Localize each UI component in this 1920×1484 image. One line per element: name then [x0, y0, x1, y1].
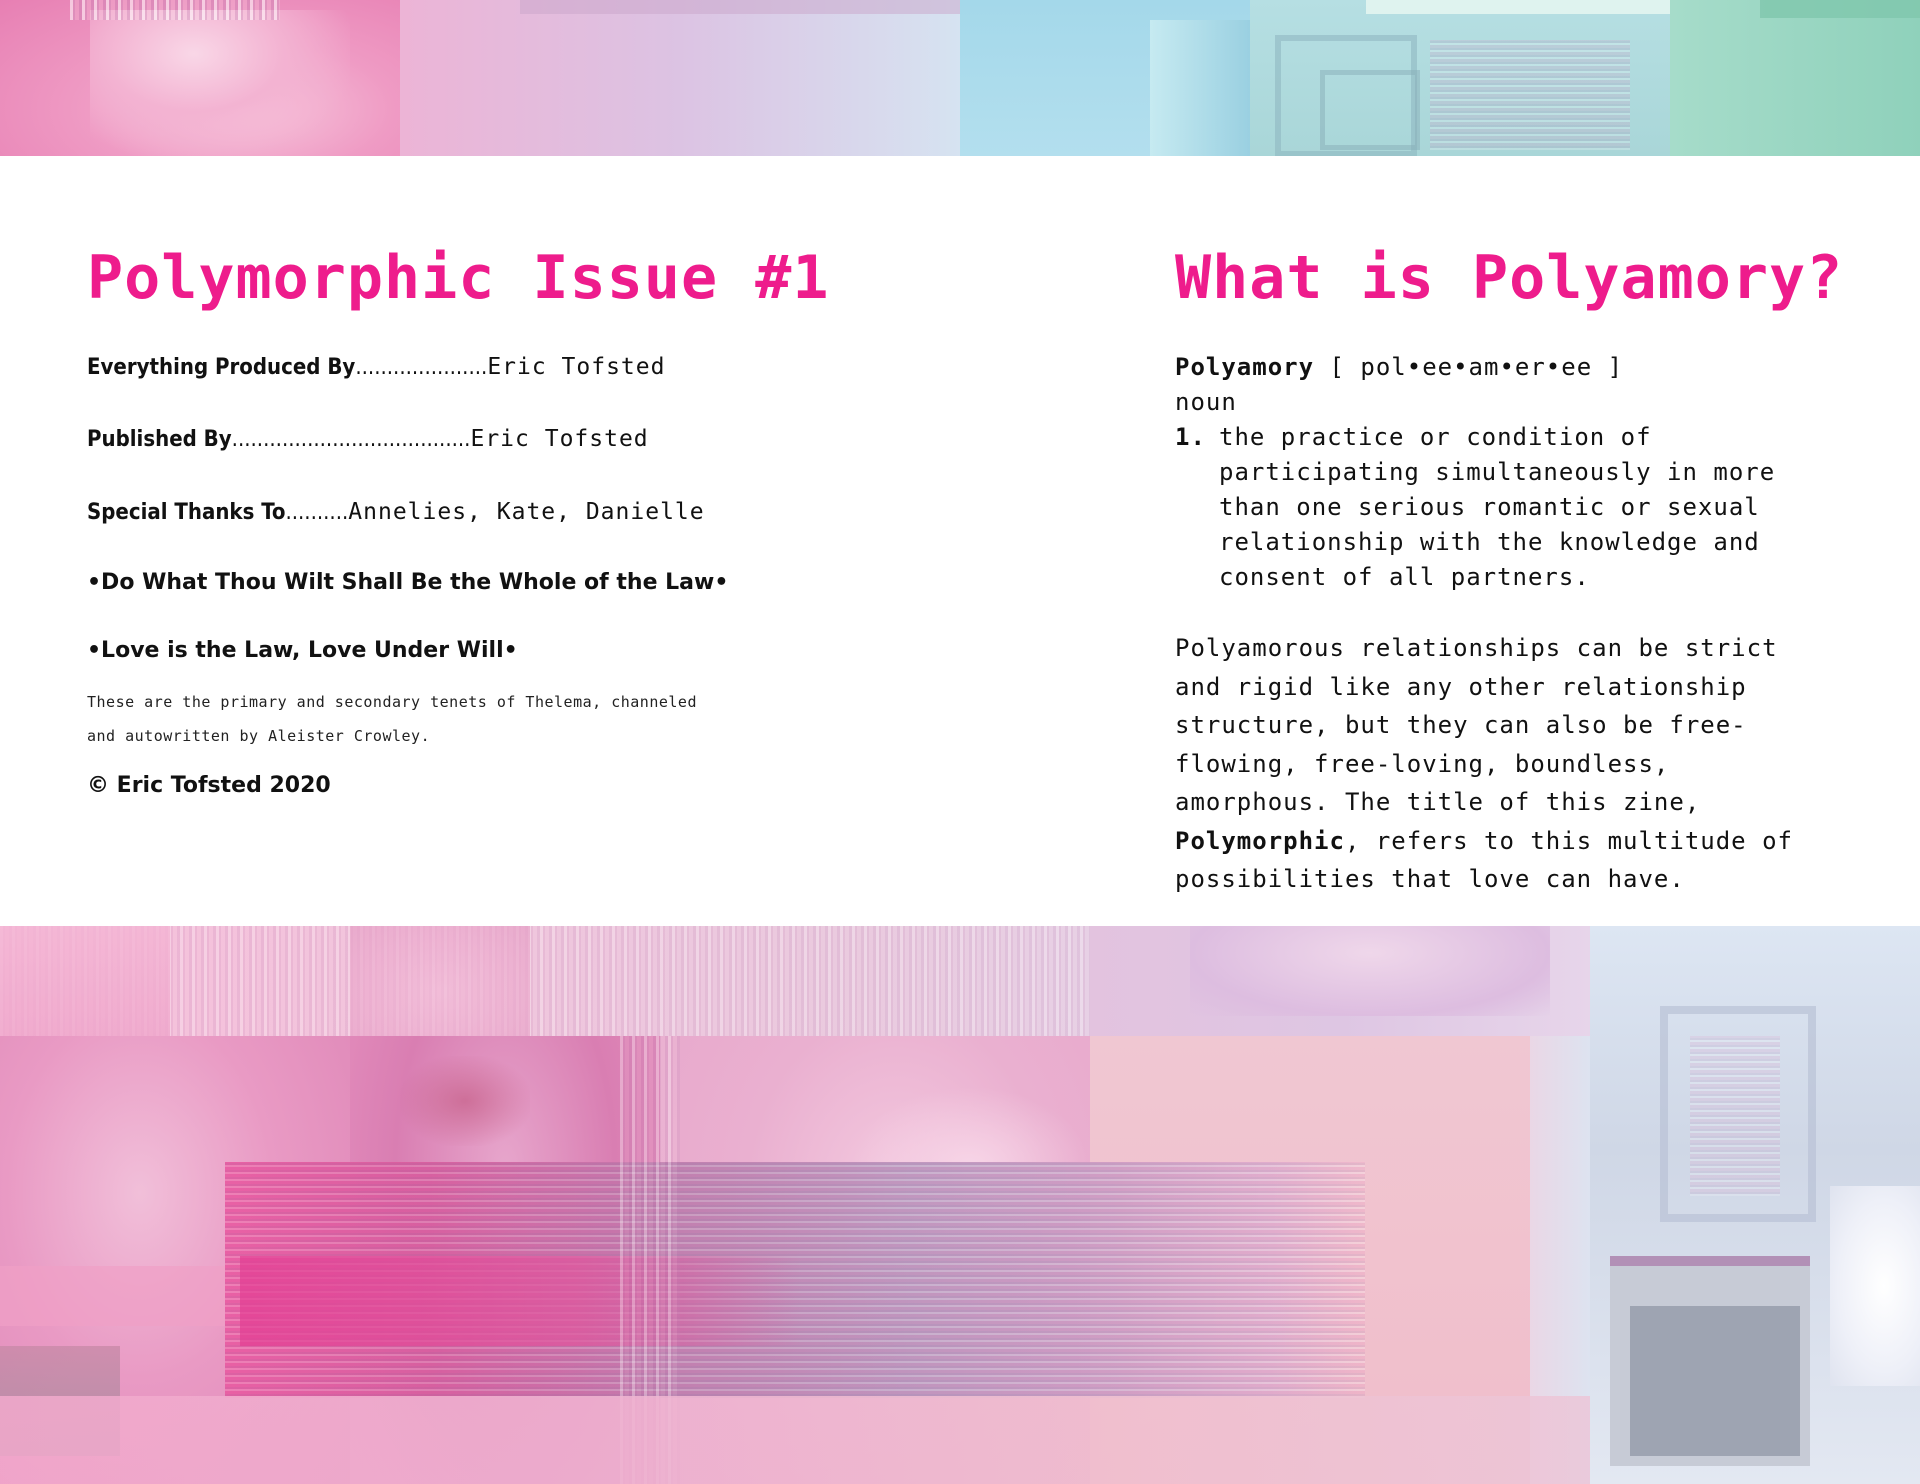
- credit-label: Everything Produced By: [87, 355, 356, 380]
- gradient-panel: [1670, 0, 1920, 156]
- glitch-streaks: [70, 0, 280, 20]
- page-title: Polymorphic Issue #1: [87, 243, 830, 313]
- definition-item: [1175, 420, 1835, 595]
- part-of-speech: noun: [1175, 388, 1237, 416]
- credit-dots: ......................................: [231, 427, 471, 452]
- thelema-note: These are the primary and secondary tenets of Thelema, channeled and autowritten by Aleister Crowley.: [87, 693, 697, 745]
- skin-fragment: [0, 926, 170, 1036]
- definition-term: Polyamory: [1175, 353, 1315, 381]
- skin-fragment: [350, 926, 530, 1036]
- gradient-panel: [400, 0, 960, 156]
- credit-row-thanks: [87, 497, 727, 527]
- window-frame: [1320, 70, 1420, 150]
- definition-number: 1.: [1175, 423, 1206, 451]
- glitch-streaks: [1430, 40, 1630, 150]
- copyright: © Eric Tofsted 2020: [87, 773, 331, 798]
- credit-dots: .....................: [355, 355, 488, 380]
- credit-value: Annelies, Kate, Danielle: [348, 499, 705, 525]
- right-page: [1175, 243, 1844, 899]
- skin-fragment: [1190, 926, 1550, 1016]
- definition-header: [1175, 350, 1835, 385]
- glitch-streaks: [1690, 1036, 1780, 1196]
- credit-label: Published By: [87, 427, 232, 452]
- face-fragment: [400, 1056, 530, 1146]
- brushstroke: [240, 1256, 800, 1346]
- description-paragraph: [1175, 629, 1835, 899]
- skin-fragment: [90, 10, 350, 156]
- gradient-panel: [520, 0, 960, 14]
- top-glitch-banner: [0, 0, 1920, 156]
- motto-secondary: •Love is the Law, Love Under Will•: [87, 638, 518, 663]
- credit-value: Eric Tofsted: [470, 426, 649, 452]
- pronunciation: [ pol•ee•am•er•ee ]: [1329, 353, 1624, 381]
- bottom-glitch-collage: [0, 926, 1920, 1484]
- flower-fragment: [1830, 1186, 1920, 1386]
- credit-value: Eric Tofsted: [487, 354, 666, 380]
- page-title: What is Polyamory?: [1175, 243, 1844, 313]
- paragraph-text: , refers to this multitude of possibilities that love can have.: [1175, 826, 1793, 893]
- credit-row-published: [87, 424, 727, 454]
- window-fragment: [1150, 20, 1250, 156]
- motto-primary: •Do What Thou Wilt Shall Be the Whole of the Law•: [87, 570, 729, 595]
- gradient-panel: [1366, 0, 1706, 14]
- left-page: [87, 243, 830, 798]
- zine-title-inline: Polymorphic: [1175, 826, 1345, 855]
- gradient-panel: [1630, 1306, 1800, 1456]
- definition-text: the practice or condition of participating simultaneously in more than one serious romantic or sexual relationship with the knowledge and consent of all partners.: [1219, 423, 1776, 591]
- gradient-panel: [1760, 0, 1920, 18]
- skin-fragment: [0, 1396, 1590, 1484]
- credit-row-produced: [87, 352, 727, 382]
- paragraph-text: Polyamorous relationships can be strict and rigid like any other relationship structure, but they can also be free-flowing, free-loving, boundless, amorphous. The title of this zine,: [1175, 634, 1778, 816]
- credit-dots: ..........: [285, 500, 349, 525]
- credit-label: Special Thanks To: [87, 500, 286, 525]
